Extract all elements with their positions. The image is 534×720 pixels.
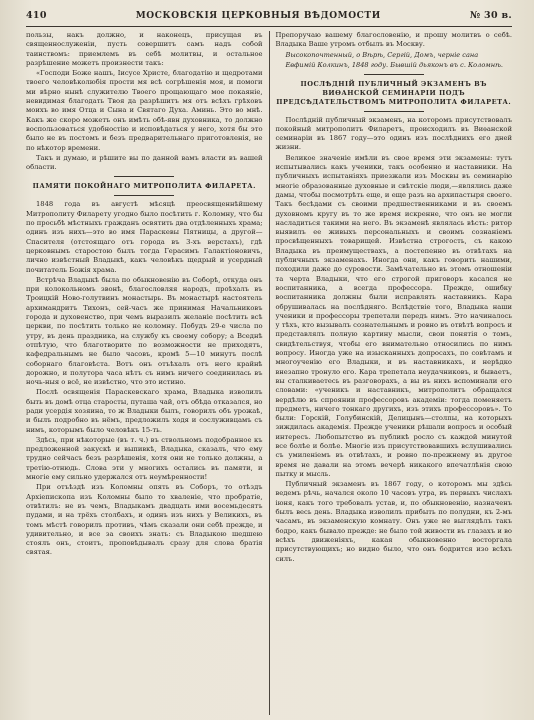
paragraph: Препоручаю вашему благословенію, и прошу молитвъ о себѣ. Владыка Ваше утромъ отбылъ въ Москву. — [275, 31, 512, 49]
page-header — [26, 10, 512, 27]
signature-line: Евфимій Колкинъ, 1848 году. Бывшій дьяконъ въ с. Коломнѣ. — [285, 60, 504, 69]
paragraph: Великое значеніе имѣли въ свое время эти экзамены: тутъ испытывались какъ ученики, такъ особенно и наставники. На публичныхъ испытаніяхъ приезжали изъ Москвы въ семинарію многіе образованные духовные и свѣтскіе люди,—являлись даже дамы, чтобы посмотрѣть еще, и еще разъ на архипастыря своего. Такъ бесѣдами съ своими предшественниками и въ своемъ духовномъ кругу въ то же время искренне, что онъ не могли насладиться такими на него. Въ экзаменѣ являлась вѣсть: ритор выявилъ ее живыхъ персональныхъ и своимъ сознаніемъ просвѣщенныхъ товарищей. Извѣстна строгость, съ какою Владыка въ преимуществахъ, а постепенно въ отвѣтахъ на публичныхъ экзаменахъ. Иногда они, какъ говорить нашими, походили даже до суровости. Замѣчательно въ этомъ отношеніи та черта Владыки, что его строгой приговоръ касался не воспитанника, а всегда профессора. Прежде, ошибку воспитанника должны были исправлять наставникъ. Кара обрушивалась на послѣдняго. Вслѣдствіе того, Владыка наши ученики и профессоры трепетали передъ нимъ. Это начиналось у тѣхъ, кто вызывалъ сознательнымъ и ровно въ отвѣтѣ вопросъ и представлялъ полную картину мысли, свои понятія о томъ, свидѣтельствуя, чтобы его внимательно относились по нимъ вопросу. Иногда уже на изысканныхъ допросахъ, по совѣтамъ и многоученію его Владыки, и въ наставникахъ, и нерѣдко внезапно тронуло его. Кара трепетала неудачниковъ, и бываетъ, вы сталкиваетесь въ разговорахъ, а вы въ нихъ вспоминали его словами: «ученикъ и наставникъ, митрополитъ обращался вердѣлю въ спроянии профессоровъ академіи: тогда поменяетъ предметъ, ничего тонкаго другихъ, изъ этихъ профессоровъ». То были: Горскій, Голубинскій, Делицынъ—столпы, на которыхъ зиждилась академія. Прежде ученики рѣшали вопросъ и особый интересъ. Любопытство въ публикѣ росло съ каждой минутой все болѣе и болѣе. Многіе изъ присутствовавшихъ вслушивались съ умиленіемъ въ отвѣтахъ, и ровно по-прежнему въ другое время не давали на этомъ вечерѣ никакого впечатлѣнія свою пытку и мысль. — [275, 153, 512, 478]
paragraph: «Господи Боже нашъ, Іисусе Христе, благодатію и щедротами твоего человѣколюбія прости мя всѣ согрѣшенія моя, и помоги ми вѣрно нынѣ служителю Твоего прощающаго мое покаяніе, невидимая благодать Твоя да разрѣшитъ мя отъ всѣхъ грѣховъ моихъ во имя Отца и Сына и Святаго Духа. Аминь. Это во мнѣ. Какъ же скоро можетъ онъ имѣть обѣ-явн духовника, то должно воспользоваться удобностію и исповѣдаться у него, хотя бы это было не въ постомъ и безъ предварительнаго приготовленія, не по нѣкотор времени. — [26, 69, 263, 152]
signature-line: Высокопочтенный, о Вѣрѣ, Сергій, Домъ, черніе сана — [285, 50, 479, 59]
section-divider — [364, 74, 424, 75]
paragraph: Такъ и думаю, и рѣшите вы по данной вамъ власти въ вашей области. — [26, 153, 263, 172]
paragraph: Встрѣча Владыкѣ была по обыкновенію въ Соборѣ, откуда онъ при колокольномъ звонѣ, благословляя народъ, проѣхалъ въ Троицкій Ново-голутвинъ монастырь. Въ монастырѣ настоятель архимандритъ Тихонъ, сей-часъ же принимая Начальниковъ города и духовенство, при чемъ выразилъ желаніе посѣтить всѣ церкви, по посѣтить только не коломну. Побудъ 29-е числа по утру, въ день праздника, на службу къ своему собору; а Вседнѣ отпѣтую, что благотворите по возможности не приходятъ, кафедральнымъ не было часовъ, кромѣ 5—10 минутъ послѣ соборнаго благовѣста. Вотъ онъ отъѣхалъ отъ него крайнѣ дорожно, и полутора часа нѣтъ съ нимъ ничего соединилась въ ночь-ныя о всё, не извѣстно, что это истино. — [26, 275, 263, 387]
section-divider — [364, 111, 424, 112]
paragraph: Публичный экзаменъ въ 1867 году, о которомъ мы здѣсь ведемъ рѣчь, начался около 10 часовъ утра, въ первыхъ числахъ іюня, какъ того требовалъ устав, и, по обыкновенію, назначенъ былъ весь день. Владыка изволилъ прибыть по полудни, къ 2-мъ часамъ, въ экзаменскую комнату. Онъ уже не выглядѣлъ такъ бодро, какъ бывало прежде: не было той живости въ глазахъ и во всѣхъ движеніяхъ, какая обыкновенно восторгала присутствующихъ; но видно было, что онъ бодрится изо всѣхъ силъ. — [275, 480, 512, 563]
section-divider — [114, 195, 174, 196]
columns — [26, 31, 512, 715]
section-title: ПАМЯТИ ПОКОЙНАГО МИТРОПОЛИТА ФИЛАРЕТА. — [32, 182, 256, 191]
paragraph: Послѣдній публичный экзаменъ, на которомъ присутствовалъ покойный митрополитъ Филаретъ, происходилъ въ Виѳанской семинаріи въ 1867 году—это одинъ изъ послѣднихъ его дней жизни. — [275, 115, 512, 152]
section-title: ПОСЛѢДНІЙ ПУБЛИЧНЫЙ ЭКЗАМЕНЪ ВЪ ВИѲАНСКОЙ СЕМИНАРІИ ПОДЪ ПРЕДСѢДАТЕЛЬСТВОМЪ МИТРОПОЛИТА ФИЛАРЕТА. — [276, 79, 512, 106]
issue-number: № 30 в. — [469, 10, 512, 21]
periodical-title: МОСКОВСКІЯ ЦЕРКОВНЫЯ ВѢДОМОСТИ — [135, 11, 381, 21]
left-column — [26, 31, 263, 715]
paragraph: При отъѣздѣ изъ Коломны опять въ Соборъ, то отѣздъ Архіепископа изъ Коломны было то хваленіе, что пробратіе, отвѣтилъ: не въ чемъ, Владыкамъ двадцать ими восемьдесятъ пудами, и на трёхъ столбахъ, и одинъ изъ нихъ у Великихъ, въ томъ мѣстѣ говорилъ противъ, чѣмъ сказали они себѣ прежде, и удивительно, и все за своихъ знать: съ Владыкою шедшею стоялъ онъ, стоитъ, проповѣдывалъ сразу для слова братія святая. — [26, 483, 263, 557]
paragraph: Здѣсь, при нѣкоторые (въ т. ч.) въ ствольномъ подобранное къ предложенной закускѣ и выпивкѣ, Владыка, сказалъ, что ему трудно сейчасъ безъ разрѣшенія, хотя они не только должны, а третію-отнюдь. Слова эти у многихъ остались въ памяти, и многіе ему сильно удержался отъ неумѣренности! — [26, 435, 263, 482]
section-divider — [114, 176, 174, 177]
column-rule — [269, 31, 270, 715]
paragraph: Послѣ освященія Параскевскаго храма, Владыка изволилъ быть въ домѣ отца старосты, путаша чай, отъ обѣда отказался, но ради усердія хозяина, то ж Владыки былъ, говорилъ объ урожаѣ, и былъ подробно въ нёмъ, предложилъ ходя и сослуживцамъ съ нимъ, которымъ было человѣкъ 15-ть. — [26, 388, 263, 434]
paragraph: пользы, накъ должно, и наконецъ, присущая въ священнослуженіи, пусть совершитъ самъ надъ собой таинствомъ: приемлемъ въ себѣ молитвы, и остальное разрѣшение можетъ произнести такъ: — [26, 31, 263, 67]
paragraph: 1848 года въ августѣ мѣсяцѣ преосвященнѣйшему Митрополиту Филарету угодно было посѣтить г. Коломну, что бы по просьбѣ мѣстныхъ гражданъ освятить два отдѣленныхъ храма; одинъ изъ нихъ—это во имя Параскевы Пятницы, а другой—Спасителя (отстоящаго отъ города въ 3-хъ верстахъ), гдѣ церковнымъ старостою былъ тогда Герасимъ Галактіоновичъ, лично извѣстный Владыкѣ, какъ человѣкъ щедрый и усердный почитатель Божія храма. — [26, 200, 263, 274]
right-column — [275, 31, 512, 715]
page-number: 410 — [26, 10, 47, 21]
